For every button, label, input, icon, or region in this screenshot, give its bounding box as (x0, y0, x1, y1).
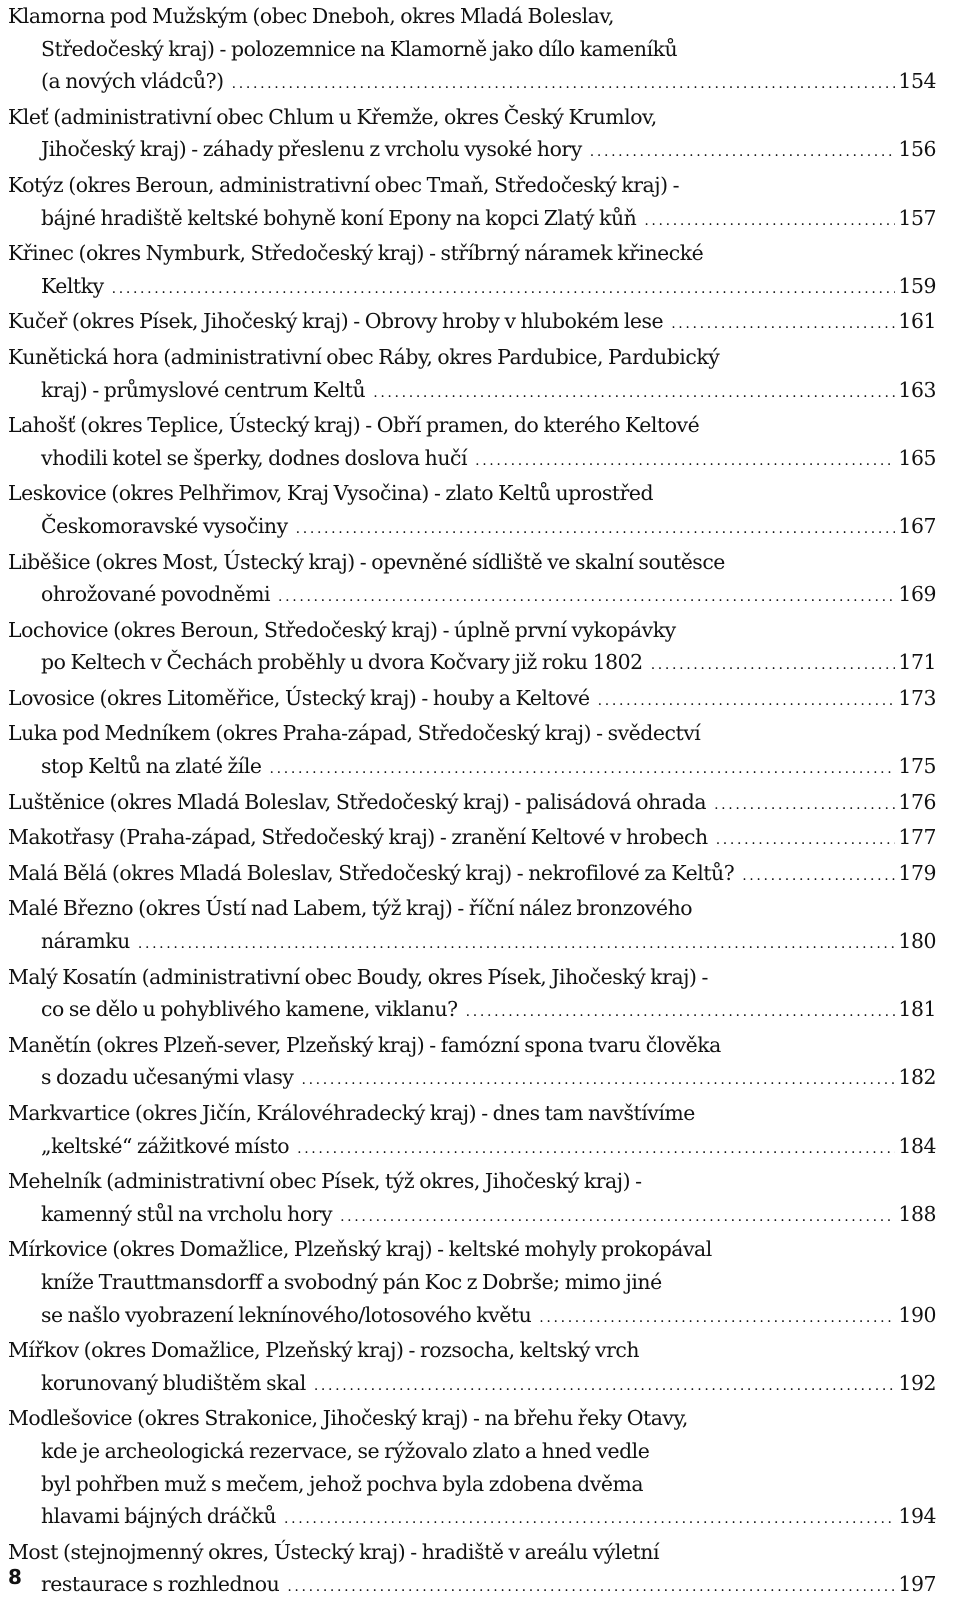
toc-entry (8, 1536, 936, 1604)
toc-entry (8, 477, 936, 545)
toc-entry-text: se našlo vyobrazení leknínového/lotosového květu (41, 1302, 532, 1327)
toc-entry-line: Mehelník (administrativní obec Písek, týž okres, Jihočeský kraj) - (8, 1169, 642, 1194)
toc-entry (8, 101, 936, 169)
toc-page-number: 190 (898, 1302, 936, 1327)
dot-leader (296, 513, 896, 546)
toc-page-number: 188 (898, 1201, 936, 1226)
toc-entry-line: Lahošť (okres Teplice, Ústecký kraj) - Obří pramen, do kterého Keltové (8, 413, 700, 438)
toc-entry (8, 1233, 936, 1334)
dot-leader (284, 1503, 895, 1536)
toc-entry-text: bájné hradiště keltské bohyně koní Epony na kopci Zlatý kůň (41, 205, 637, 230)
toc-entry-line: Kleť (administrativní obec Chlum u Křemže, okres Český Krumlov, (8, 104, 657, 129)
toc-entry (8, 1097, 936, 1165)
toc-page-number: 184 (898, 1133, 936, 1158)
toc-entry (8, 169, 936, 237)
toc-entry-line: Kotýz (okres Beroun, administrativní obec Tmaň, Středočeský kraj) - (8, 172, 680, 197)
toc-entry-text: kamenný stůl na vrcholu hory (41, 1201, 333, 1226)
dot-leader (301, 1064, 895, 1097)
toc-entry-line (8, 857, 936, 893)
toc-entry-line (8, 133, 936, 169)
toc-entry-line (8, 750, 936, 786)
toc-entry-text: Luštěnice (okres Mladá Boleslav, Středočeský kraj) - palisádová ohrada (8, 789, 707, 814)
dot-leader (716, 824, 896, 857)
toc-page-number: 154 (898, 69, 936, 94)
toc-page (8, 0, 936, 1606)
dot-leader (373, 377, 895, 410)
toc-page-number: 192 (898, 1370, 936, 1395)
toc-page-number: 173 (898, 685, 936, 710)
toc-entry-line: Luka pod Medníkem (okres Praha-západ, Středočeský kraj) - svědectví (8, 721, 701, 746)
toc-entry-text: Kučeř (okres Písek, Jihočeský kraj) - Obrovy hroby v hlubokém lese (8, 309, 664, 334)
dot-leader (287, 1571, 895, 1604)
toc-page-number: 171 (898, 650, 936, 675)
toc-entry-text: po Keltech v Čechách proběhly u dvora Kočvary již roku 1802 (41, 650, 643, 675)
toc-entry-line (8, 65, 936, 101)
toc-entry-line (8, 682, 936, 718)
toc-entry-line: Mířkov (okres Domažlice, Plzeňský kraj) - rozsocha, keltský vrch (8, 1338, 640, 1363)
toc-entry-line: Markvartice (okres Jičín, Královéhradecký kraj) - dnes tam navštívíme (8, 1101, 695, 1125)
toc-entry-text: korunovaný bludištěm skal (41, 1370, 306, 1395)
toc-entry-text: co se dělo u pohyblivého kamene, viklanu? (41, 997, 458, 1022)
toc-page-number: 194 (898, 1504, 936, 1529)
toc-entry (8, 1165, 936, 1233)
dot-leader (598, 685, 896, 718)
dot-leader (340, 1201, 895, 1234)
toc-entry-line (8, 1061, 936, 1097)
toc-entry-line (8, 1299, 936, 1335)
toc-entry-line: Leskovice (okres Pelhřimov, Kraj Vysočina) - zlato Keltů uprostřed (8, 481, 654, 506)
toc-entry-line (8, 270, 936, 306)
toc-entry-text: restaurace s rozhlednou (41, 1572, 280, 1597)
toc-page-number: 177 (898, 825, 936, 850)
toc-entry-text: kraj) - průmyslové centrum Keltů (41, 377, 366, 402)
toc-entry-text: Keltky (41, 273, 104, 298)
toc-entry (8, 786, 936, 822)
toc-entry-line: Malé Březno (okres Ústí nad Labem, týž kraj) - říční nález bronzového (8, 896, 693, 921)
toc-entry-line: Kunětická hora (administrativní obec Ráby, okres Pardubice, Pardubický (8, 344, 720, 369)
toc-entry-line: kde je archeologická rezervace, se rýžovalo zlato a hned vedle (41, 1438, 650, 1463)
toc-entry (8, 1029, 936, 1097)
toc-entry-line: Most (stejnojmenný okres, Ústecký kraj) - hradiště v areálu výletní (8, 1539, 660, 1564)
toc-entry-line: byl pohřben muž s mečem, jehož pochva byla zdobena dvěma (41, 1471, 644, 1496)
toc-entry-text: (a nových vládců?) (41, 69, 224, 94)
toc-page-number: 197 (898, 1572, 936, 1597)
dot-leader (232, 68, 896, 101)
table-of-contents (8, 0, 936, 1604)
toc-entry (8, 341, 936, 409)
toc-entry-text: Malá Bělá (okres Mladá Boleslav, Středočeský kraj) - nekrofilové za Keltů? (8, 860, 735, 885)
toc-entry-line (8, 202, 936, 238)
toc-entry-line (8, 646, 936, 682)
toc-entry-line: kníže Trauttmansdorff a svobodný pán Koc z Dobrše; mimo jiné (41, 1269, 662, 1294)
toc-page-number: 165 (898, 445, 936, 470)
toc-entry-line (8, 786, 936, 822)
toc-entry (8, 961, 936, 1029)
toc-entry-text: Lovosice (okres Litoměřice, Ústecký kraj) - houby a Keltové (8, 685, 590, 710)
toc-entry-line: Lochovice (okres Beroun, Středočeský kraj) - úplně první vykopávky (8, 617, 676, 642)
toc-entry-text: hlavami bájných dráčků (41, 1504, 277, 1529)
dot-leader (651, 649, 896, 682)
toc-entry (8, 614, 936, 682)
dot-leader (539, 1302, 895, 1335)
toc-entry (8, 1402, 936, 1535)
toc-page-number: 157 (898, 205, 936, 230)
dot-leader (297, 1133, 895, 1166)
toc-entry-line (8, 578, 936, 614)
toc-entry-line: Manětín (okres Plzeň-sever, Plzeňský kraj) - famózní spona tvaru člověka (8, 1032, 721, 1057)
toc-entry (8, 717, 936, 785)
dot-leader (314, 1370, 896, 1403)
toc-entry (8, 857, 936, 893)
toc-entry-text: Jihočeský kraj) - záhady přeslenu z vrcholu vysoké hory (41, 137, 582, 162)
toc-entry (8, 237, 936, 305)
toc-entry-line (8, 442, 936, 478)
toc-page-number: 161 (898, 309, 936, 334)
toc-page-number: 156 (898, 137, 936, 162)
toc-page-number: 167 (898, 513, 936, 538)
toc-entry (8, 821, 936, 857)
toc-entry-line (8, 1130, 936, 1166)
toc-page-number: 181 (898, 997, 936, 1022)
toc-page-number: 163 (898, 377, 936, 402)
toc-entry-line (8, 993, 936, 1029)
dot-leader (671, 308, 895, 341)
toc-entry-line (8, 510, 936, 546)
toc-entry-text: ohrožované povodněmi (41, 582, 271, 607)
dot-leader (644, 205, 895, 238)
toc-entry (8, 0, 936, 101)
toc-entry (8, 1334, 936, 1402)
toc-entry (8, 892, 936, 960)
toc-entry (8, 409, 936, 477)
toc-entry-text: „keltské“ zážitkové místo (41, 1133, 290, 1158)
toc-entry-line (8, 1198, 936, 1234)
dot-leader (714, 789, 895, 822)
toc-entry (8, 305, 936, 341)
toc-page-number: 179 (898, 860, 936, 885)
dot-leader (112, 273, 896, 306)
page-number: 8 (8, 1565, 22, 1589)
toc-entry (8, 682, 936, 718)
dot-leader (742, 860, 895, 893)
toc-page-number: 182 (898, 1065, 936, 1090)
toc-page-number: 169 (898, 582, 936, 607)
toc-entry-line: Klamorna pod Mužským (obec Dneboh, okres Mladá Boleslav, (8, 4, 615, 28)
toc-entry-line (8, 305, 936, 341)
toc-entry-line: Liběšice (okres Most, Ústecký kraj) - opevněné sídliště ve skalní soutěsce (8, 549, 725, 574)
toc-entry-text: Makotřasy (Praha-západ, Středočeský kraj) - zranění Keltové v hrobech (8, 825, 708, 850)
toc-page-number: 159 (898, 273, 936, 298)
dot-leader (138, 928, 896, 961)
dot-leader (270, 753, 896, 786)
toc-page-number: 175 (898, 754, 936, 779)
toc-entry (8, 546, 936, 614)
toc-entry-text: s dozadu učesanými vlasy (41, 1065, 294, 1090)
toc-page-number: 180 (898, 929, 936, 954)
dot-leader (590, 136, 896, 169)
dot-leader (475, 445, 895, 478)
toc-entry-line: Mírkovice (okres Domažlice, Plzeňský kraj) - keltské mohyly prokopával (8, 1237, 712, 1262)
toc-entry-text: Českomoravské vysočiny (41, 513, 288, 538)
toc-page-number: 176 (898, 789, 936, 814)
toc-entry-text: vhodili kotel se šperky, dodnes doslova hučí (41, 445, 468, 470)
toc-entry-line (8, 821, 936, 857)
toc-entry-line (8, 374, 936, 410)
toc-entry-text: stop Keltů na zlaté žíle (41, 754, 262, 779)
toc-entry-line: Modlešovice (okres Strakonice, Jihočeský kraj) - na břehu řeky Otavy, (8, 1406, 688, 1431)
toc-entry-line (8, 1367, 936, 1403)
toc-entry-line: Malý Kosatín (administrativní obec Boudy, okres Písek, Jihočeský kraj) - (8, 964, 708, 989)
dot-leader (278, 581, 895, 614)
dot-leader (466, 996, 896, 1029)
toc-entry-line: Křinec (okres Nymburk, Středočeský kraj) - stříbrný náramek křinecké (8, 241, 704, 266)
toc-entry-line (8, 925, 936, 961)
toc-entry-text: náramku (41, 929, 130, 954)
toc-entry-line (8, 1500, 936, 1536)
toc-entry-line: Středočeský kraj) - polozemnice na Klamorně jako dílo kameníků (41, 36, 678, 61)
toc-entry-line (8, 1568, 936, 1604)
